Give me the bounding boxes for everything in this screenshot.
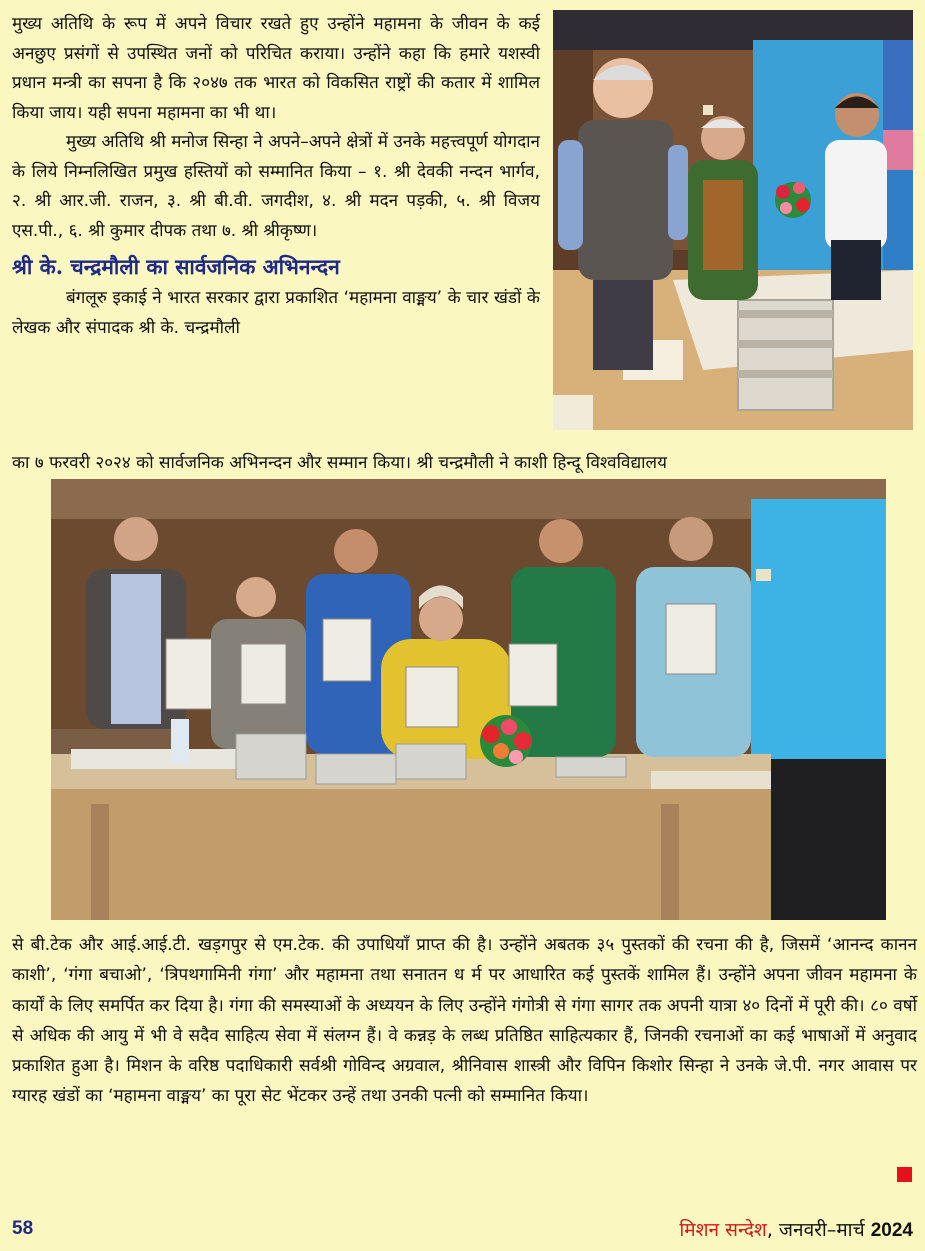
paragraph-honorees: मुख्य अतिथि श्री मनोज सिन्हा ने अपने–अपने क्षेत्रों में उनके महत्त्वपूर्ण योगदान के लिये निम्नलिखित प्रमुख हस्तियों को सम्मानित किया – १. श्री देवकी नन्दन भार्गव, २. श्री आर.जी. राजन, ३. श्री बी.वी. जगदीश, ४. श्री मदन पड़की, ५. श्री विजय एस.पी., ६. श्री कुमार दीपक तथा ७. श्री श्रीकृष्ण। bbox=[12, 132, 540, 241]
issue-months: जनवरी–मार्च bbox=[778, 1219, 871, 1241]
issue-year: 2024 bbox=[870, 1220, 913, 1241]
left-text-column bbox=[12, 10, 540, 343]
magazine-name: मिशन सन्देश bbox=[679, 1219, 767, 1241]
footer-issue-title bbox=[679, 1216, 913, 1242]
footer-separator: , bbox=[766, 1219, 779, 1241]
paragraph-chief-guest-views: मुख्य अतिथि के रूप में अपने विचार रखते हुए उन्होंने महामना के जीवन के कई अनछुए प्रसंगों से उपस्थित जनों को परिचित कराया। उन्होंने कहा कि हमारे यशस्वी प्रधान मन्त्री का सपना है कि २०४७ तक भारत को विकसित राष्ट्रों की कतार में शामिल किया जाय। यही सपना महामना का भी था। bbox=[12, 14, 540, 123]
paragraph-felicitation-intro: बंगलूरु इकाई ने भारत सरकार द्वारा प्रकाशित ‘महामना वाङ्मय’ के चार खंडों के लेखक और संपादक श्री के. चन्द्रमौली bbox=[12, 288, 540, 338]
section-heading: श्री के. चन्द्रमौली का सार्वजनिक अभिनन्दन bbox=[12, 254, 340, 279]
page-number: 58 bbox=[12, 1218, 34, 1239]
paragraph-biography: से बी.टेक और आई.आई.टी. खड़गपुर से एम.टेक. की उपाधियाँ प्राप्त की है। उन्होंने अबतक ३५ पुस्तकों की रचना की है, जिसमें ‘आनन्द कानन काशी’, ‘गंगा बचाओ’, ‘त्रिपथगामिनी गंगा’ और महामना तथा सनातन ध र्म पर आधारित कई पुस्तकें शामिल हैं। उन्होंने अपना जीवन महामना के कार्यों के लिए समर्पित कर दिया है। गंगा की समस्याओं के अध्ययन के लिए उन्होंने गंगोत्री से गंगा सागर तक अपनी यात्रा ४० दिनों में पूरी की। ८० वर्षो से अधिक की आयु में भी वे सदैव साहित्य सेवा में संलग्न हैं। वे कन्नड़ के लब्ध प्रतिष्ठित साहित्यकार हैं, जिनकी रचनाओं का कई भाषाओं में अनुवाद प्रकाशित हुआ है। मिशन के वरिष्ठ पदाधिकारी सर्वश्री गोविन्द अग्रवाल, श्रीनिवास शास्त्री और विपिन किशोर सिन्हा ने उनके जे.पी. नगर आवास पर ग्यारह खंडों का ‘महामना वाङ्मय’ का पूरा सेट भेंटकर उन्हें तथा उनकी पत्नी को सम्मानित किया। bbox=[12, 935, 917, 1107]
photo-group-felicitation bbox=[51, 479, 886, 920]
paragraph-felicitation-continued: का ७ फरवरी २०२४ को सार्वजनिक अभिनन्दन और सम्मान किया। श्री चन्द्रमौली ने काशी हिन्दू विश्वविद्यालय bbox=[12, 453, 667, 473]
article-end-mark bbox=[897, 1167, 912, 1182]
photo-bouquet-presentation bbox=[553, 10, 913, 430]
